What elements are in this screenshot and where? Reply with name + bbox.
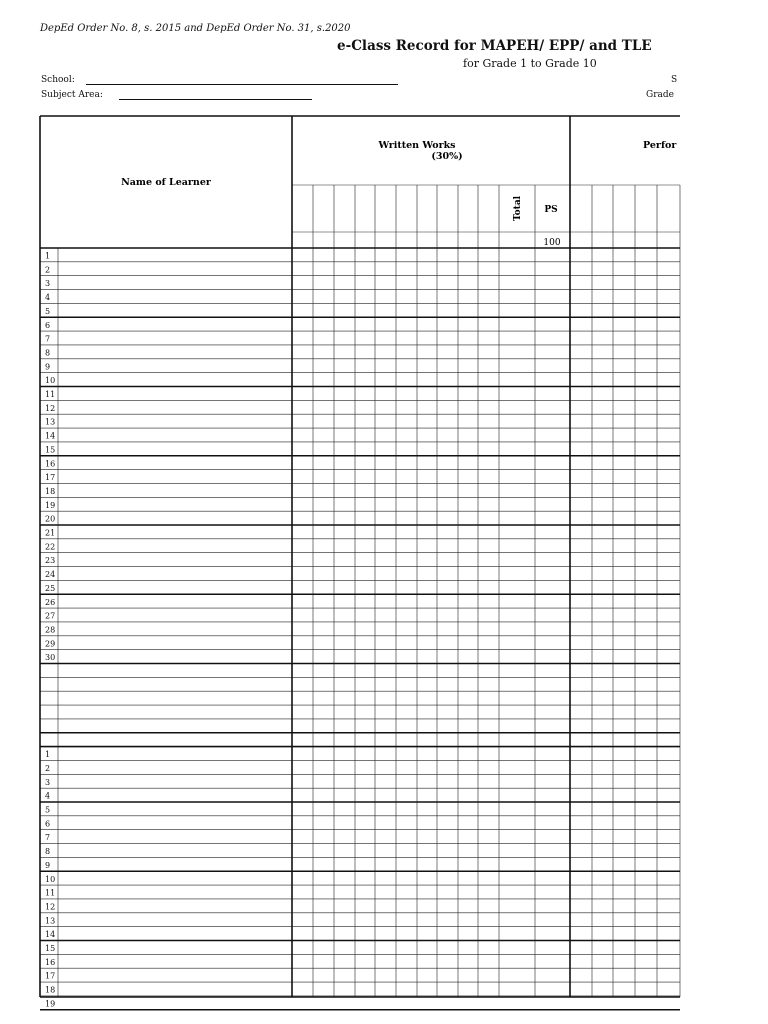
- learner-name-cell[interactable]: [58, 456, 292, 470]
- highest-ps-value: 100: [543, 238, 561, 248]
- row-number: 9: [45, 860, 51, 870]
- row-number: 30: [45, 653, 56, 663]
- row-number: 7: [45, 833, 51, 843]
- learner-name-cell[interactable]: [58, 733, 292, 747]
- learner-name-cell[interactable]: [58, 747, 292, 761]
- row-number: 16: [45, 957, 56, 967]
- row-number: 12: [45, 403, 56, 413]
- row-number: 13: [45, 417, 56, 427]
- deped-order-reference: DepEd Order No. 8, s. 2015 and DepEd Order No. 31, s.2020: [40, 23, 351, 34]
- row-number: 4: [45, 293, 51, 303]
- learner-name-cell[interactable]: [58, 788, 292, 802]
- row-number: 14: [45, 431, 56, 441]
- learner-name-cell[interactable]: [58, 760, 292, 774]
- learner-name-cell[interactable]: [58, 802, 292, 816]
- learner-name-cell[interactable]: [58, 774, 292, 788]
- row-number: 10: [45, 376, 56, 386]
- row-number: 20: [45, 514, 56, 524]
- learner-name-cell[interactable]: [58, 553, 292, 567]
- learner-name-cell[interactable]: [58, 580, 292, 594]
- learner-name-cell[interactable]: [58, 691, 292, 705]
- learner-name-cell[interactable]: [58, 636, 292, 650]
- learner-name-cell[interactable]: [58, 650, 292, 664]
- learner-name-cell[interactable]: [58, 927, 292, 941]
- learner-name-cell[interactable]: [58, 483, 292, 497]
- row-number: 4: [45, 791, 51, 801]
- row-number: 16: [45, 459, 56, 469]
- row-number: 5: [45, 306, 51, 316]
- row-number: 3: [45, 279, 51, 289]
- row-number: 27: [45, 611, 56, 621]
- learner-name-cell[interactable]: [58, 982, 292, 996]
- row-number: 10: [45, 874, 56, 884]
- learner-name-cell[interactable]: [58, 497, 292, 511]
- written-works-weight: (30%): [431, 151, 463, 162]
- row-number: 2: [45, 265, 51, 275]
- learner-name-cell[interactable]: [58, 359, 292, 373]
- learner-name-cell[interactable]: [58, 470, 292, 484]
- learner-name-cell[interactable]: [58, 276, 292, 290]
- row-number: 29: [45, 639, 56, 649]
- row-number: 11: [45, 390, 56, 399]
- row-number: 17: [45, 971, 56, 981]
- learner-name-cell[interactable]: [58, 594, 292, 608]
- school-label: School:: [41, 75, 75, 85]
- learner-name-cell[interactable]: [58, 885, 292, 899]
- row-number: 24: [45, 570, 56, 580]
- written-works-header: Written Works: [378, 140, 456, 151]
- learner-name-cell[interactable]: [58, 913, 292, 927]
- learner-name-cell[interactable]: [58, 608, 292, 622]
- learner-name-cell[interactable]: [58, 428, 292, 442]
- total-column-label: Total: [513, 195, 523, 221]
- row-number: 5: [45, 805, 51, 815]
- learner-name-cell[interactable]: [58, 511, 292, 525]
- row-number: 21: [45, 528, 56, 538]
- learner-name-cell[interactable]: [58, 373, 292, 387]
- ps-column-label: PS: [544, 205, 558, 215]
- row-number: 2: [45, 763, 51, 773]
- learner-name-cell[interactable]: [58, 996, 292, 1010]
- learner-name-cell[interactable]: [58, 290, 292, 304]
- learner-name-cell[interactable]: [58, 664, 292, 678]
- row-number: 22: [45, 542, 56, 552]
- learner-name-cell[interactable]: [58, 816, 292, 830]
- learner-name-cell[interactable]: [58, 400, 292, 414]
- learner-name-cell[interactable]: [58, 525, 292, 539]
- row-number: 18: [45, 486, 56, 496]
- learner-name-cell[interactable]: [58, 844, 292, 858]
- performance-tasks-header: Perfor: [643, 140, 677, 151]
- row-number: 15: [45, 944, 56, 953]
- learner-name-cell[interactable]: [58, 567, 292, 581]
- row-number: 18: [45, 985, 56, 995]
- row-numbers: [45, 252, 55, 1009]
- row-number: 28: [45, 625, 56, 635]
- row-number: 1: [45, 750, 51, 760]
- row-number: 23: [45, 556, 56, 566]
- learner-name-cell[interactable]: [58, 941, 292, 955]
- row-number: 1: [45, 251, 51, 261]
- learner-name-cell[interactable]: [58, 719, 292, 733]
- learner-name-cell[interactable]: [58, 303, 292, 317]
- learner-name-cell[interactable]: [58, 248, 292, 262]
- section-label-cut: S: [671, 75, 678, 85]
- learner-name-cell[interactable]: [58, 954, 292, 968]
- row-number: 26: [45, 597, 56, 607]
- learner-name-cell[interactable]: [58, 830, 292, 844]
- row-number: 6: [45, 819, 51, 829]
- learner-name-cell[interactable]: [58, 857, 292, 871]
- name-of-learner-header: Name of Learner: [121, 177, 211, 188]
- row-number: 8: [45, 847, 51, 857]
- learner-name-cell[interactable]: [58, 622, 292, 636]
- row-number: 7: [45, 334, 51, 344]
- row-number: 8: [45, 348, 51, 358]
- row-number: 11: [45, 888, 56, 898]
- learner-name-cell[interactable]: [58, 899, 292, 913]
- learner-name-cell[interactable]: [58, 345, 292, 359]
- row-number: 6: [45, 320, 51, 330]
- learner-name-cell[interactable]: [58, 539, 292, 553]
- row-number: 15: [45, 445, 56, 455]
- grid-cells[interactable]: [58, 248, 292, 1010]
- learner-name-cell[interactable]: [58, 871, 292, 885]
- learner-name-cell[interactable]: [58, 414, 292, 428]
- learner-name-cell[interactable]: [58, 968, 292, 982]
- record-subtitle: for Grade 1 to Grade 10: [463, 57, 597, 70]
- learner-name-cell[interactable]: [58, 705, 292, 719]
- row-number: 3: [45, 777, 51, 787]
- row-number: 14: [45, 930, 56, 940]
- row-number: 13: [45, 916, 56, 926]
- row-number: 19: [45, 999, 56, 1009]
- learner-name-cell[interactable]: [58, 442, 292, 456]
- learner-name-cell[interactable]: [58, 677, 292, 691]
- row-number: 17: [45, 473, 56, 483]
- row-number: 12: [45, 902, 56, 912]
- grade-label-cut: Grade: [646, 90, 674, 100]
- learner-name-cell[interactable]: [58, 317, 292, 331]
- learner-name-cell[interactable]: [58, 262, 292, 276]
- subject-area-label: Subject Area:: [41, 90, 103, 100]
- row-number: 9: [45, 362, 51, 372]
- learner-name-cell[interactable]: [58, 331, 292, 345]
- row-number: 25: [45, 583, 56, 593]
- row-number: 19: [45, 500, 56, 510]
- learner-name-cell[interactable]: [58, 387, 292, 401]
- record-title: e-Class Record for MAPEH/ EPP/ and TLE: [337, 38, 652, 54]
